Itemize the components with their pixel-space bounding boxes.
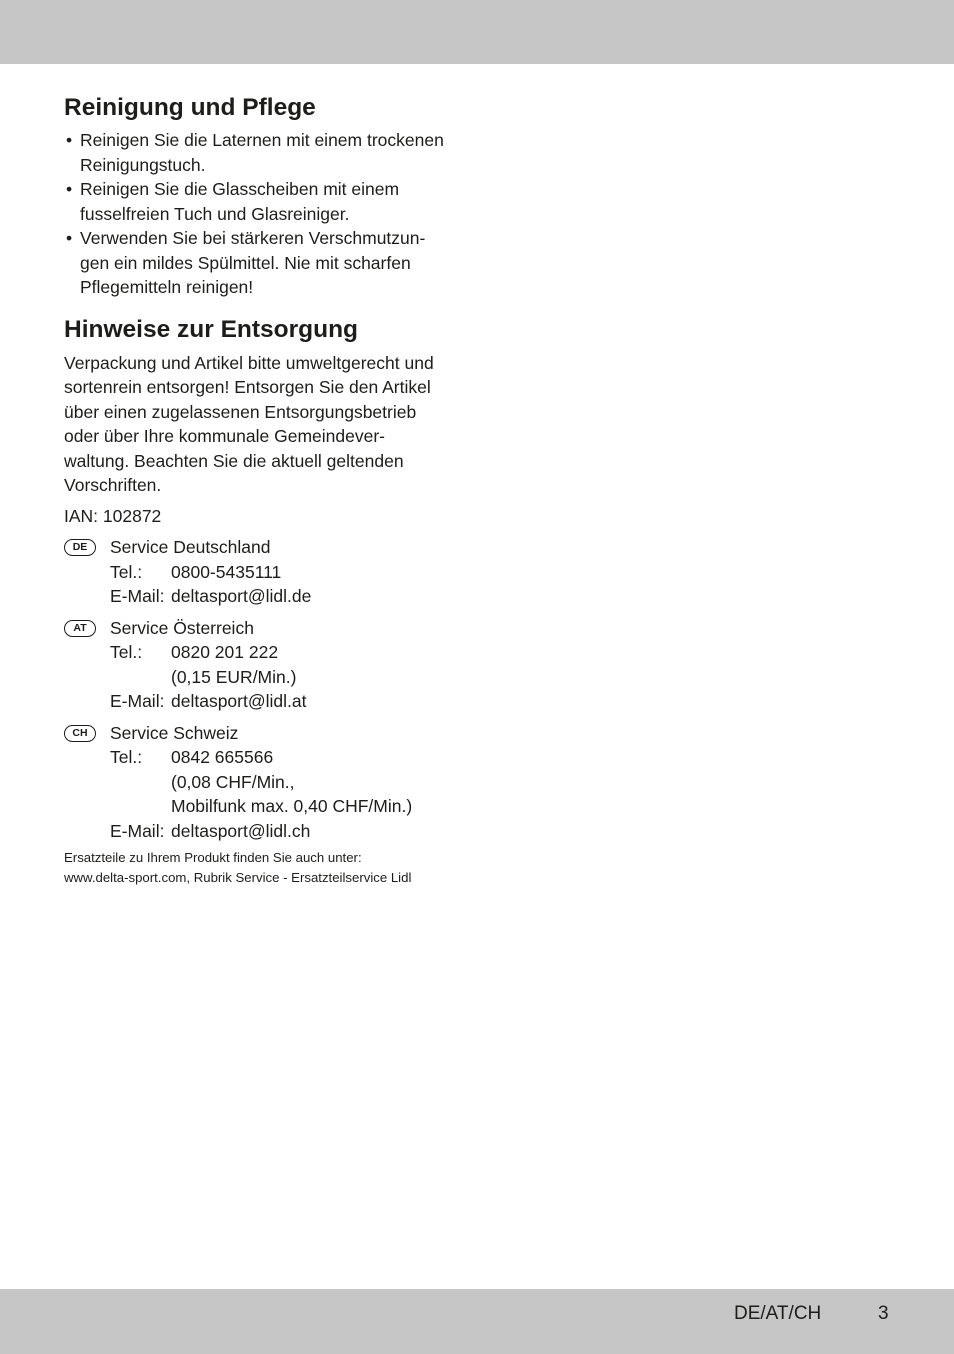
list-item: • Verwenden Sie bei stärkeren Verschmutzun- gen ein mildes Spülmittel. Nie mit scharfen Pflegemitteln reinigen!	[66, 228, 426, 297]
phone-note: Mobilfunk max. 0,40 CHF/Min.)	[171, 796, 413, 816]
phone-row: Tel.: 0800-5435111	[110, 561, 282, 582]
phone-number: 0842 665566	[171, 747, 274, 767]
phone-row: Tel.: 0820 201 222	[110, 642, 279, 662]
disposal-heading: Hinweise zur Entsorgung	[64, 315, 359, 343]
bullet-icon: •	[66, 130, 73, 150]
email-row: E-Mail: deltasport@lidl.at	[110, 691, 307, 711]
email-address: deltasport@lidl.at	[171, 691, 307, 711]
ch-country-badge: CH	[64, 725, 96, 742]
phone-row: Tel.: 0842 665566	[110, 747, 274, 767]
service-name: Service Österreich	[110, 617, 254, 638]
service-austria	[64, 616, 454, 714]
at-country-badge: AT	[64, 620, 96, 637]
service-germany	[64, 535, 454, 609]
bullet-icon: •	[66, 179, 73, 199]
header-band	[0, 0, 954, 64]
bullet-icon: •	[66, 228, 73, 248]
content-column	[64, 92, 454, 887]
ian-number: IAN: 102872	[64, 505, 162, 526]
email-address: deltasport@lidl.ch	[171, 820, 311, 841]
service-switzerland	[64, 721, 454, 844]
list-item: • Reinigen Sie die Laternen mit einem trockenen Reinigungstuch.	[66, 130, 444, 175]
phone-note: (0,15 EUR/Min.)	[171, 666, 297, 687]
service-name: Service Schweiz	[110, 722, 239, 743]
list-item: • Reinigen Sie die Glasscheiben mit einem fusselfreien Tuch und Glasreiniger.	[66, 179, 400, 224]
spare-parts-note: Ersatzteile zu Ihrem Produkt finden Sie auch unter: www.delta-sport.com, Rubrik Service - Ersatzteilservice Lidl	[64, 850, 412, 885]
care-heading: Reinigung und Pflege	[64, 94, 316, 121]
phone-number: 0820 201 222	[171, 642, 279, 662]
service-name: Service Deutschland	[110, 537, 271, 557]
email-row: E-Mail: deltasport@lidl.ch	[110, 820, 311, 841]
de-country-badge: DE	[64, 539, 96, 556]
care-list	[64, 128, 454, 300]
phone-number: 0800-5435111	[171, 561, 282, 582]
disposal-paragraph: Verpackung und Artikel bitte umweltgerecht und sortenrein entsorgen! Entsorgen Sie den Artikel über einen zugelassenen Entsorgungsbetrieb oder über Ihre kommunale Gemeindever- waltung. Beachten Sie die aktuell geltenden Vorschriften.	[64, 352, 434, 495]
email-row: E-Mail: deltasport@lidl.de	[110, 586, 312, 606]
footer-region-label: DE/AT/CH	[734, 1303, 822, 1324]
page-number: 3	[878, 1303, 889, 1324]
phone-note: (0,08 CHF/Min.,	[171, 771, 295, 792]
email-address: deltasport@lidl.de	[171, 586, 312, 606]
